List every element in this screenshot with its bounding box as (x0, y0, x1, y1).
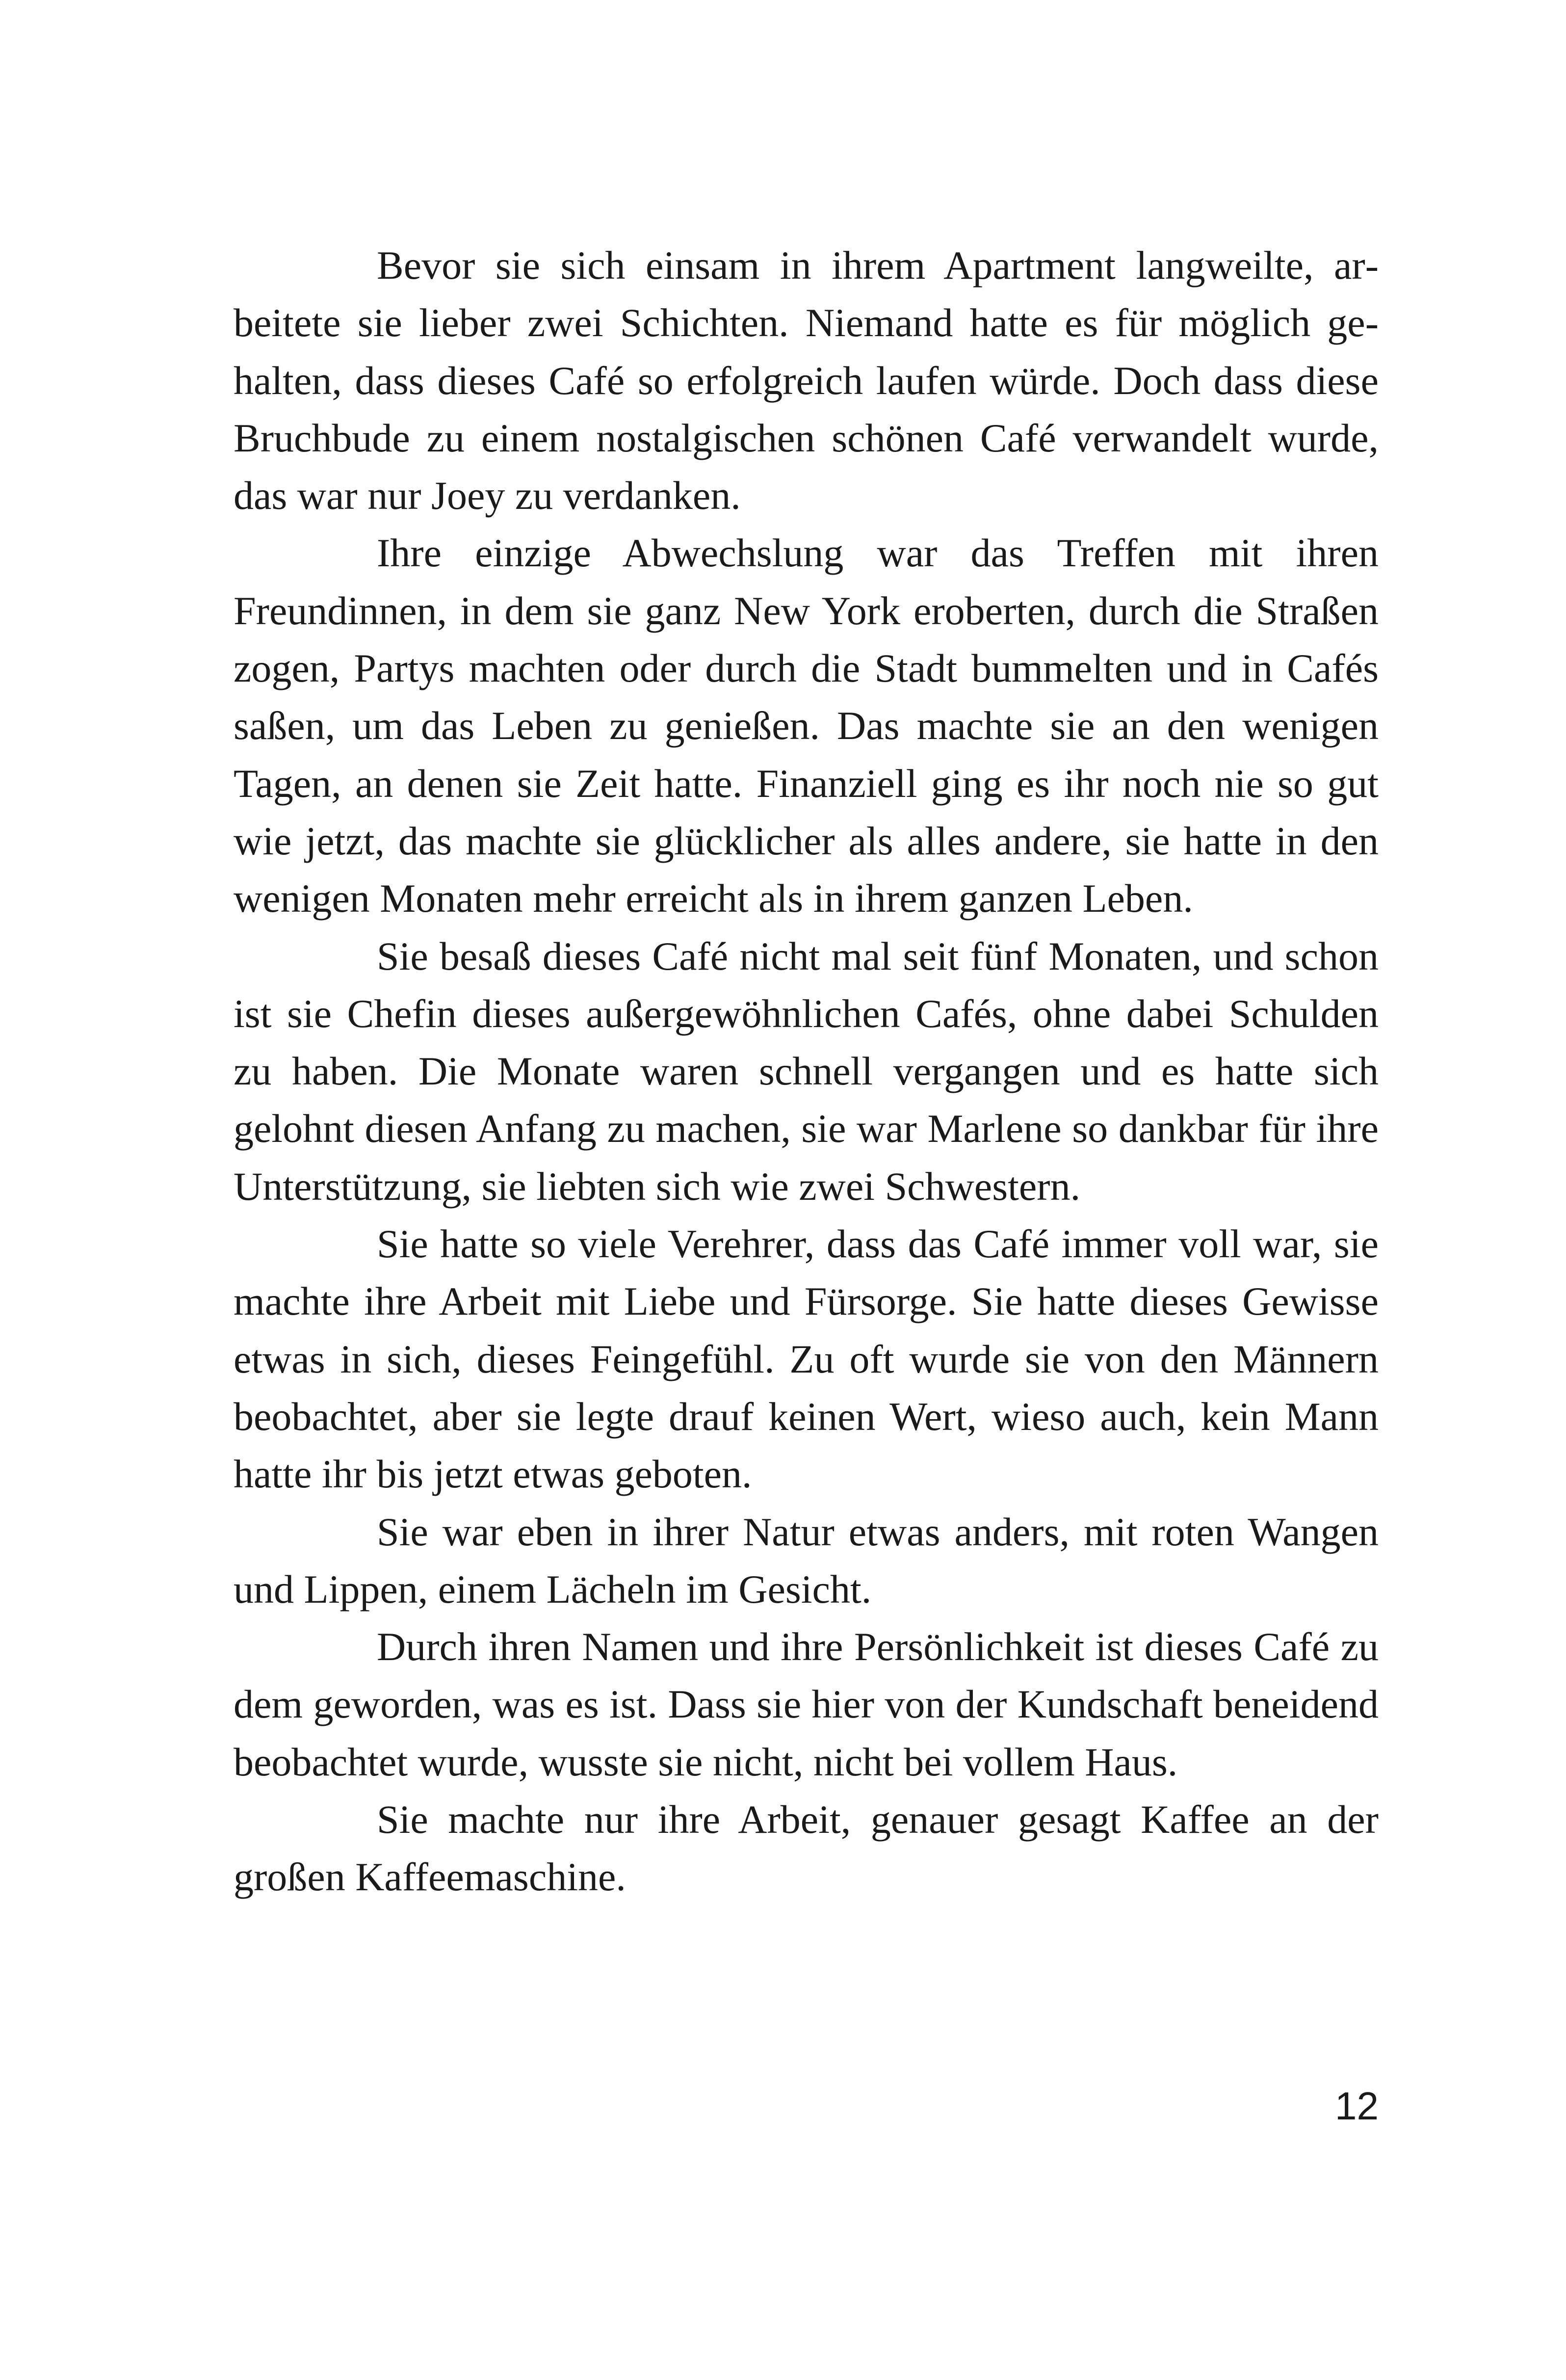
paragraph-3: Sie besaß dieses Café nicht mal seit fünf Monaten, und schon ist sie Chefin dieses außergewöhnlichen Cafés, ohne dabei Schulden zu haben. Die Monate waren schnell vergangen und es hatte sich gelohnt diesen Anfang zu machen, sie war Marlene so dankbar für ihre Unterstützung, sie liebten sich wie zwei Schwestern. (234, 933, 1379, 1209)
page-number: 12 (1335, 2084, 1379, 2128)
paragraph-4: Sie hatte so viele Verehrer, dass das Café immer voll war, sie machte ihre Arbeit mit Liebe und Fürsorge. Sie hatte dieses Gewisse etwas in sich, dieses Feingefühl. Zu oft wurde sie von den Männern beobachtet, aber sie legte drauf keinen Wert, wieso auch, kein Mann hatte ihr bis jetzt etwas geboten. (234, 1221, 1379, 1497)
paragraph-2: Ihre einzige Abwechslung war das Treffen mit ihren Freundinnen, in dem sie ganz New York eroberten, durch die Straßen zogen, Partys machten oder durch die Stadt bummelten und in Cafés saßen, um das Leben zu genießen. Das machte sie an den wenigen Tagen, an denen sie Zeit hatte. Finanziell ging es ihr noch nie so gut wie jetzt, das machte sie glücklicher als alles andere, sie hatte in den wenigen Monaten mehr erreicht als in ihrem ganzen Leben. (234, 530, 1379, 921)
paragraph-7: Sie machte nur ihre Arbeit, genauer gesagt Kaffee an der großen Kaffeemaschine. (234, 1797, 1379, 1900)
paragraph-6: Durch ihren Namen und ihre Persönlichkeit ist dieses Café zu dem geworden, was es ist. Dass sie hier von der Kundschaft beneidend beobachtet wurde, wusste sie nicht, nicht bei vollem Haus. (234, 1624, 1379, 1784)
paragraph-1: Bevor sie sich einsam in ihrem Apartment langweilte, arbeitete sie lieber zwei Schichten. Niemand hatte es für möglich gehalten, dass dieses Café so erfolgreich laufen würde. Doch dass diese Bruchbude zu einem nostalgischen schönen Café verwandelt wurde, das war nur Joey zu verdanken. (234, 243, 1379, 518)
body-text (234, 237, 1379, 1906)
paragraph-5: Sie war eben in ihrer Natur etwas anders, mit roten Wangen und Lippen, einem Lächeln im Gesicht. (234, 1509, 1379, 1612)
